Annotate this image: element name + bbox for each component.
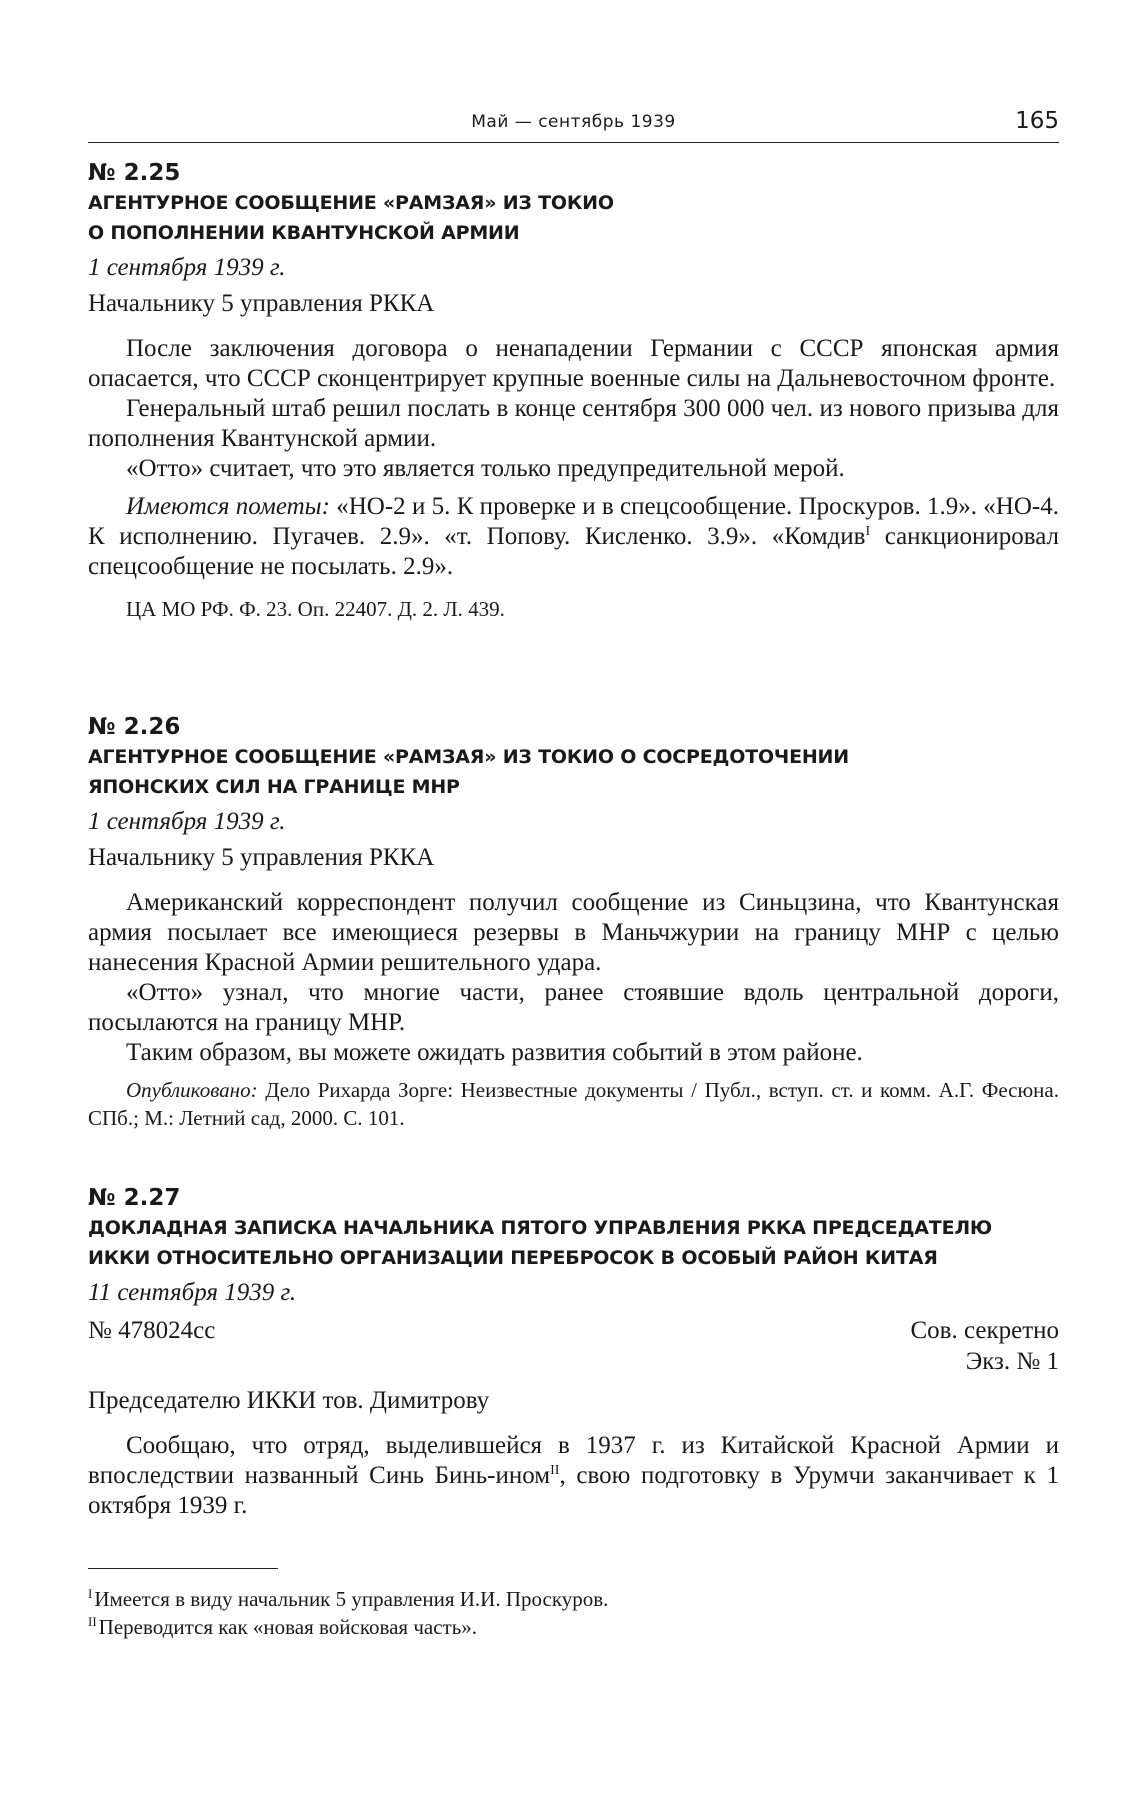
- footnote-text: Переводится как «новая войсковая часть».: [98, 1615, 478, 1639]
- paragraph-text-end: , свою подготовку в Урумчи заканчивает к 1 октября 1939 г.: [88, 1462, 1060, 1519]
- document-2-27: [88, 1183, 1059, 1521]
- published-label: Опубликовано:: [126, 1078, 258, 1102]
- page-header: [88, 108, 1059, 143]
- secrecy-stamp: Сов. секретно: [910, 1317, 1059, 1344]
- notes-text-end: санкционировал спецсообщение не посылать. 2.9».: [88, 523, 1059, 580]
- document-date: 1 сентября 1939 г.: [88, 254, 286, 281]
- notes-label: Имеются пометы:: [126, 493, 330, 520]
- document-addressee: Начальнику 5 управления РККА: [88, 844, 435, 871]
- document-2-25: [88, 158, 1059, 624]
- document-number: № 2.26: [88, 714, 181, 740]
- paragraph: [88, 1431, 1059, 1521]
- paragraph: «Отто» узнал, что многие части, ранее стоявшие вдоль центральной дороги, посылаются на границу МНР.: [88, 979, 1059, 1036]
- page-number: 165: [1015, 108, 1059, 134]
- footnote: [88, 1608, 477, 1641]
- footnote-ref: II: [550, 1463, 560, 1478]
- paragraph: «Отто» считает, что это является только предупредительной мерой.: [126, 455, 845, 482]
- footnote-text: Имеется в виду начальник 5 управления И.И. Проскуров.: [94, 1587, 609, 1611]
- document-addressee: Председателю ИККИ тов. Димитрову: [88, 1387, 490, 1414]
- document-title-line: ДОКЛАДНАЯ ЗАПИСКА НАЧАЛЬНИКА ПЯТОГО УПРАВЛЕНИЯ РККА ПРЕДСЕДАТЕЛЮ: [88, 1217, 993, 1239]
- notes-paragraph: [88, 492, 1059, 582]
- footnote-ref: I: [865, 524, 871, 539]
- publication-source: [88, 1076, 1059, 1132]
- published-text: Дело Рихарда Зорге: Неизвестные документы / Публ., вступ. ст. и комм. А.Г. Фесюна. СПб.; М.: Летний сад, 2000. С. 101.: [88, 1078, 1059, 1130]
- registration-row: [88, 1315, 1059, 1347]
- document-number: № 2.25: [88, 160, 181, 186]
- footnote-divider: [88, 1568, 278, 1569]
- archive-source: ЦА МО РФ. Ф. 23. Оп. 22407. Д. 2. Л. 439.: [126, 597, 505, 621]
- document-date: 11 сентября 1939 г.: [88, 1279, 297, 1306]
- paragraph: Американский корреспондент получил сообщение из Синьцзина, что Квантунская армия посылает все имеющиеся резервы в Маньчжурии на границу МНР с целью нанесения Красной Армии решительного удара.: [88, 889, 1059, 976]
- document-title-line: АГЕНТУРНОЕ СООБЩЕНИЕ «РАМЗАЯ» ИЗ ТОКИО О СОСРЕДОТОЧЕНИИ: [88, 746, 849, 768]
- document-addressee: Начальнику 5 управления РККА: [88, 290, 435, 317]
- paragraph: Таким образом, вы можете ожидать развития событий в этом районе.: [126, 1039, 863, 1066]
- document-number: № 2.27: [88, 1185, 181, 1211]
- footnote-mark: I: [88, 1586, 93, 1601]
- document-title-line: ЯПОНСКИХ СИЛ НА ГРАНИЦЕ МНР: [88, 776, 460, 798]
- copy-number: Экз. № 1: [965, 1348, 1059, 1375]
- running-title: Май — сентябрь 1939: [471, 112, 676, 132]
- paragraph-text: Сообщаю, что отряд, выделившейся в 1937 г. из Китайской Красной Армии и впоследствии названный Синь Бинь-ином: [88, 1432, 1059, 1489]
- footnote-mark: II: [88, 1614, 97, 1629]
- notes-text: «НО-2 и 5. К проверке и в спецсообщение. Проскуров. 1.9». «НО-4. К исполнению. Пугачев. 2.9». «т. Попову. Кисленко. 3.9». «Комдив: [88, 493, 1059, 550]
- document-title-line: О ПОПОЛНЕНИИ КВАНТУНСКОЙ АРМИИ: [88, 222, 520, 244]
- paragraph: После заключения договора о ненападении Германии с СССР японская армия опасается, что СССР сконцентрирует крупные военные силы на Дальневосточном фронте.: [88, 335, 1059, 392]
- paragraph: Генеральный штаб решил послать в конце сентября 300 000 чел. из нового призыва для пополнения Квантунской армии.: [88, 395, 1059, 452]
- document-date: 1 сентября 1939 г.: [88, 808, 286, 835]
- registration-number: № 478024сс: [88, 1317, 216, 1344]
- document-title-line: ИККИ ОТНОСИТЕЛЬНО ОРГАНИЗАЦИИ ПЕРЕБРОСОК В ОСОБЫЙ РАЙОН КИТАЯ: [88, 1247, 938, 1269]
- document-2-26: [88, 712, 1059, 1132]
- document-title-line: АГЕНТУРНОЕ СООБЩЕНИЕ «РАМЗАЯ» ИЗ ТОКИО: [88, 192, 614, 214]
